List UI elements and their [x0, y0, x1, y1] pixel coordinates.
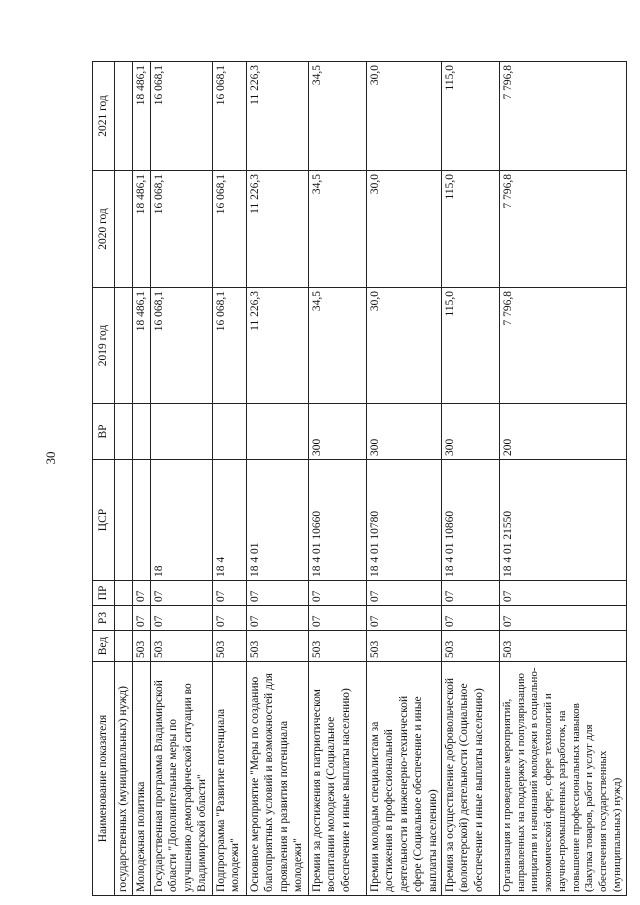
- row-2020: 34,5: [309, 171, 367, 288]
- row-2021: [115, 62, 133, 171]
- row-vr: [213, 404, 247, 460]
- table-row: [367, 62, 442, 896]
- row-csr: 18 4 01 10780: [367, 460, 442, 581]
- row-2021: 7 796,8: [499, 62, 626, 171]
- row-ved: 503: [309, 631, 367, 662]
- header-2021: 2021 год: [93, 62, 115, 171]
- page-number: 30: [43, 451, 58, 465]
- header-2019: 2019 год: [93, 288, 115, 404]
- row-rz: 07: [247, 606, 309, 631]
- row-rz: 07: [441, 606, 499, 631]
- row-2020: 7 796,8: [499, 171, 626, 288]
- row-csr: 18 4 01: [247, 460, 309, 581]
- row-ved: 503: [367, 631, 442, 662]
- table-row: [499, 62, 626, 896]
- row-ved: 503: [499, 631, 626, 662]
- header-ved: Вед: [93, 631, 115, 662]
- row-name: Премии за достижения в патриотическом воспитании молодежи (Социальное обеспечение и иные выплаты населению): [309, 662, 367, 896]
- table-row: [213, 62, 247, 896]
- table-row: [151, 62, 213, 896]
- row-2019: 11 226,3: [247, 288, 309, 404]
- row-2019: 34,5: [309, 288, 367, 404]
- row-ved: 503: [247, 631, 309, 662]
- table-row: [309, 62, 367, 896]
- row-vr: [151, 404, 213, 460]
- row-pr: 07: [213, 581, 247, 606]
- row-rz: 07: [309, 606, 367, 631]
- row-rz: 07: [499, 606, 626, 631]
- header-2020: 2020 год: [93, 171, 115, 288]
- row-2019: 16 068,1: [151, 288, 213, 404]
- table-row: [247, 62, 309, 896]
- row-vr: [247, 404, 309, 460]
- row-ved: 503: [213, 631, 247, 662]
- row-2020: [115, 171, 133, 288]
- row-2020: 16 068,1: [213, 171, 247, 288]
- row-2021: 115,0: [441, 62, 499, 171]
- row-vr: 300: [367, 404, 442, 460]
- row-rz: 07: [367, 606, 442, 631]
- row-2021: 11 226,3: [247, 62, 309, 171]
- row-rz: 07: [213, 606, 247, 631]
- row-name: Подпрограмма "Развитие потенциала молодежи": [213, 662, 247, 896]
- row-pr: 07: [367, 581, 442, 606]
- row-2021: 34,5: [309, 62, 367, 171]
- row-vr: 200: [499, 404, 626, 460]
- header-csr: ЦСР: [93, 460, 115, 581]
- row-2019: 115,0: [441, 288, 499, 404]
- row-ved: 503: [133, 631, 151, 662]
- row-rz: [115, 606, 133, 631]
- row-2019: 16 068,1: [213, 288, 247, 404]
- header-rz: РЗ: [93, 606, 115, 631]
- row-2021: 30,0: [367, 62, 442, 171]
- row-csr: 18: [151, 460, 213, 581]
- header-vr: ВР: [93, 404, 115, 460]
- row-vr: 300: [309, 404, 367, 460]
- table-row: [133, 62, 151, 896]
- row-ved: [115, 631, 133, 662]
- row-pr: 07: [441, 581, 499, 606]
- row-2019: 7 796,8: [499, 288, 626, 404]
- row-vr: [115, 404, 133, 460]
- row-ved: 503: [151, 631, 213, 662]
- row-2021: 18 486,1: [133, 62, 151, 171]
- row-name: Молодежная политика: [133, 662, 151, 896]
- header-pr: ПР: [93, 581, 115, 606]
- row-2019: 30,0: [367, 288, 442, 404]
- row-csr: 18 4 01 10860: [441, 460, 499, 581]
- row-ved: 503: [441, 631, 499, 662]
- row-csr: 18 4 01 10660: [309, 460, 367, 581]
- row-pr: 07: [309, 581, 367, 606]
- row-2019: [115, 288, 133, 404]
- row-rz: 07: [133, 606, 151, 631]
- row-name: Премии молодым специалистам за достижения в профессиональной деятельности в инженерно-технической сфере (Социальное обеспечение и иные выплаты населению): [367, 662, 442, 896]
- row-pr: 07: [151, 581, 213, 606]
- table-row: [115, 62, 133, 896]
- row-name: Основное мероприятие "Меры по созданию благоприятных условий и возможностей для проявления и развития потенциала молодежи": [247, 662, 309, 896]
- row-name: Организация и проведение мероприятий, направленных на поддержку и популяризацию инициатив и начинаний молодежи в социально-экономической сфере, сфере технологий и научно-промышленных разработок, на повышение профессиональных навыков (Закупка товаров, работ и услуг для обеспечения государственных (муниципальных) нужд): [499, 662, 626, 896]
- header-name: Наименование показателя: [93, 662, 115, 896]
- row-2020: 30,0: [367, 171, 442, 288]
- row-2020: 16 068,1: [151, 171, 213, 288]
- row-name: Премия за осуществление добровольческой (волонтерской) деятельности (Социальное обеспечение и иные выплаты населению): [441, 662, 499, 896]
- row-pr: [115, 581, 133, 606]
- row-vr: 300: [441, 404, 499, 460]
- row-name: государственных (муниципальных) нужд): [115, 662, 133, 896]
- row-2020: 115,0: [441, 171, 499, 288]
- row-csr: [115, 460, 133, 581]
- row-vr: [133, 404, 151, 460]
- row-pr: 07: [133, 581, 151, 606]
- row-csr: [133, 460, 151, 581]
- table-header-row: [93, 62, 115, 896]
- row-rz: 07: [151, 606, 213, 631]
- row-csr: 18 4: [213, 460, 247, 581]
- table-row: [441, 62, 499, 896]
- row-2021: 16 068,1: [213, 62, 247, 171]
- rotated-table-container: [92, 62, 623, 896]
- row-2020: 18 486,1: [133, 171, 151, 288]
- row-pr: 07: [499, 581, 626, 606]
- row-2021: 16 068,1: [151, 62, 213, 171]
- row-name: Государственная программа Владимирской области "Дополнительные меры по улучшению демографической ситуации во Владимирской области": [151, 662, 213, 896]
- row-pr: 07: [247, 581, 309, 606]
- row-2020: 11 226,3: [247, 171, 309, 288]
- row-2019: 18 486,1: [133, 288, 151, 404]
- row-csr: 18 4 01 21550: [499, 460, 626, 581]
- budget-table: [92, 61, 627, 896]
